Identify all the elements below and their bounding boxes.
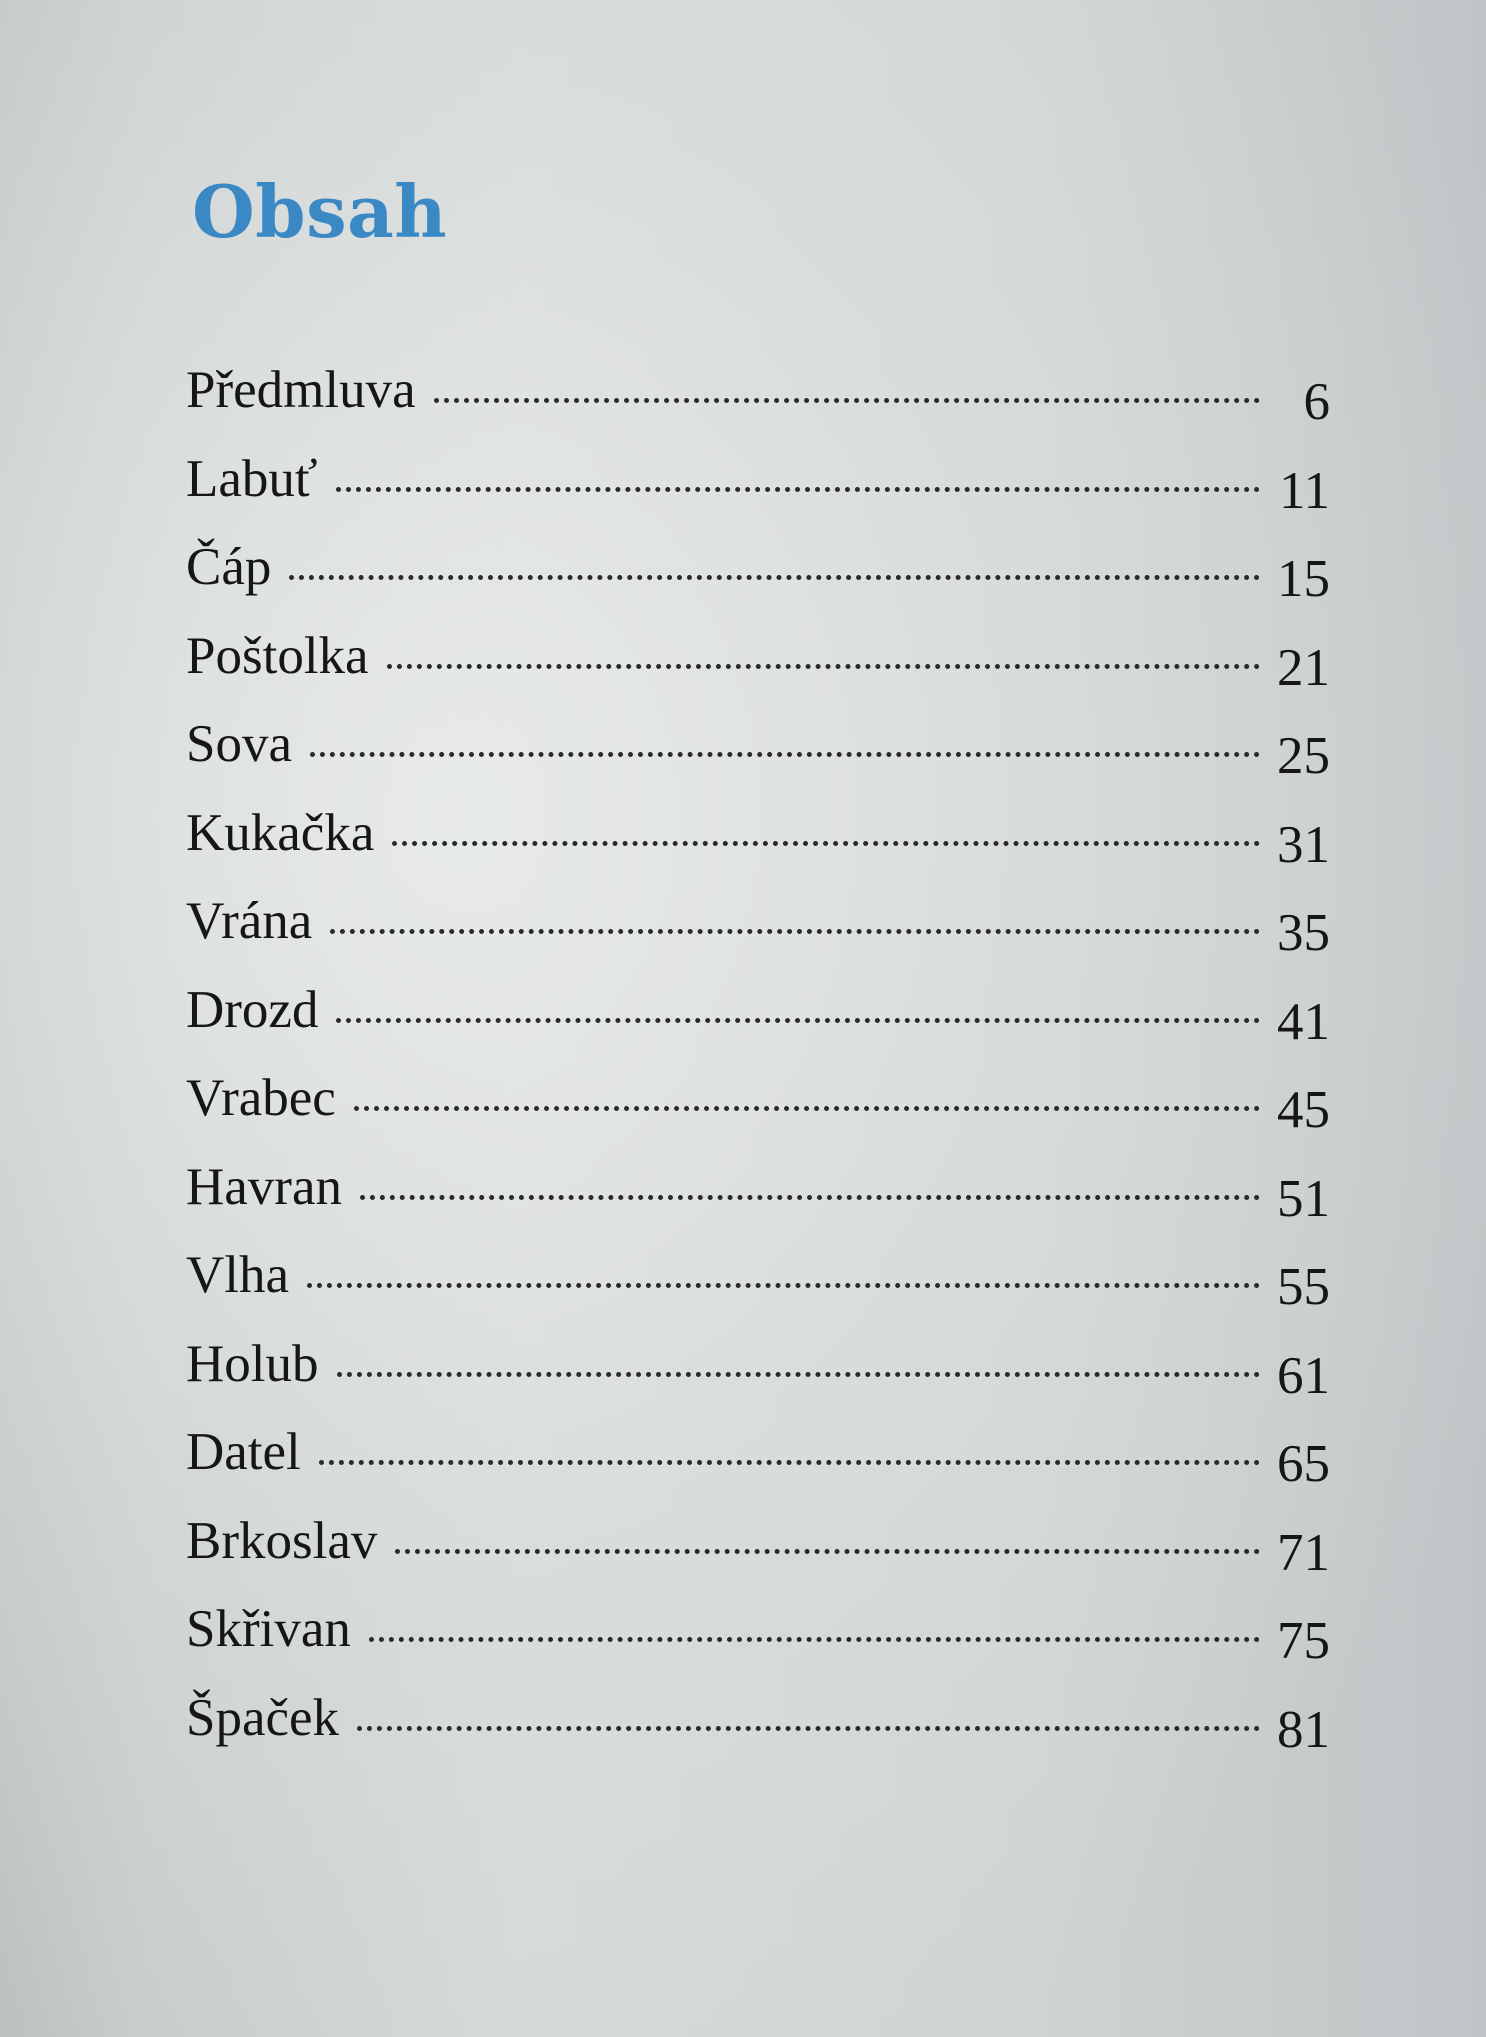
dot-leader [387, 664, 1260, 669]
dot-leader [330, 929, 1260, 934]
toc-entry-page: 55 [1277, 1258, 1330, 1316]
toc-entry-page: 81 [1277, 1700, 1330, 1759]
toc-entry-title: Sova [186, 715, 292, 773]
toc-entry-title: Poštolka [186, 626, 369, 685]
toc-entry-page: 71 [1277, 1523, 1330, 1582]
toc-entry [186, 714, 1330, 803]
toc-entry-page: 35 [1277, 904, 1330, 962]
toc-entry-page: 11 [1278, 461, 1330, 520]
toc-entry-title: Kukačka [186, 803, 375, 862]
toc-entry-title: Špaček [186, 1688, 340, 1747]
toc-entry-page: 51 [1277, 1169, 1330, 1228]
toc-entry-title: Předmluva [186, 361, 416, 419]
table-of-contents [186, 360, 1330, 1776]
toc-entry [186, 1245, 1330, 1334]
toc-entry [186, 1599, 1330, 1688]
toc-entry-title: Vlha [186, 1246, 290, 1304]
toc-heading: Obsah [192, 169, 448, 254]
toc-entry-page: 25 [1277, 727, 1330, 785]
dot-leader [337, 1372, 1261, 1377]
toc-entry [186, 1157, 1330, 1246]
toc-entry-title: Havran [186, 1157, 342, 1216]
dot-leader [434, 398, 1260, 403]
toc-entry [186, 891, 1330, 980]
dot-leader [289, 575, 1260, 580]
toc-entry [186, 980, 1330, 1069]
dot-leader [336, 1018, 1260, 1023]
toc-entry-title: Labuť [186, 449, 318, 508]
toc-entry [186, 803, 1330, 892]
dot-leader [369, 1637, 1260, 1642]
dot-leader [319, 1460, 1260, 1465]
toc-entry-title: Skřivan [186, 1600, 351, 1658]
toc-entry [186, 626, 1330, 715]
dot-leader [392, 841, 1260, 846]
toc-entry [186, 1068, 1330, 1157]
toc-entry-title: Vrána [186, 892, 313, 950]
toc-entry-page: 31 [1277, 815, 1330, 874]
toc-entry [186, 449, 1330, 538]
toc-entry-page: 75 [1277, 1612, 1330, 1670]
dot-leader [395, 1549, 1260, 1554]
toc-entry [186, 360, 1330, 449]
toc-entry [186, 1511, 1330, 1600]
toc-entry [186, 537, 1330, 626]
dot-leader [307, 1283, 1260, 1288]
toc-entry-title: Holub [186, 1334, 319, 1393]
toc-entry-page: 45 [1277, 1081, 1330, 1139]
toc-entry-title: Datel [186, 1423, 301, 1481]
toc-entry [186, 1422, 1330, 1511]
toc-entry-title: Drozd [186, 980, 319, 1039]
dot-leader [360, 1195, 1260, 1200]
toc-entry-page: 15 [1277, 550, 1330, 608]
toc-entry-title: Vrabec [186, 1069, 336, 1127]
toc-entry-title: Brkoslav [186, 1511, 378, 1570]
toc-entry [186, 1334, 1330, 1423]
dot-leader [310, 752, 1260, 757]
toc-entry-page: 65 [1277, 1435, 1330, 1493]
toc-entry-page: 21 [1277, 638, 1330, 697]
toc-entry-title: Čáp [186, 538, 272, 596]
dot-leader [336, 487, 1260, 492]
dot-leader [357, 1726, 1260, 1731]
toc-entry-page: 41 [1277, 992, 1330, 1051]
toc-entry-page: 61 [1277, 1346, 1330, 1405]
dot-leader [354, 1106, 1260, 1111]
toc-entry-page: 6 [1303, 373, 1330, 431]
toc-entry [186, 1688, 1330, 1777]
